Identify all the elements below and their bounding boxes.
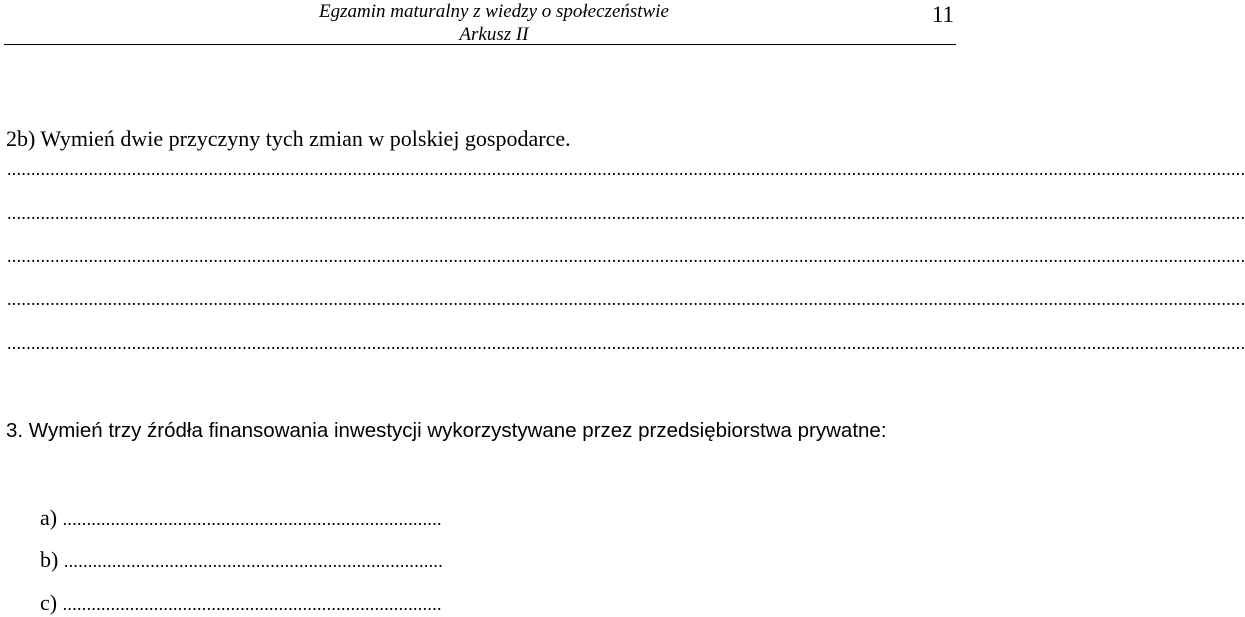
page-header (4, 0, 956, 45)
exam-title: Egzamin maturalny z wiedzy o społeczeństwie (319, 1, 669, 22)
answer-line-5[interactable]: .................................................................................................................................................................................................................................................................. (7, 333, 1245, 353)
answer-line-4[interactable]: .................................................................................................................................................................................................................................................................. (7, 289, 1245, 309)
answer-fill-a: ............................................................................... (62, 509, 442, 529)
question-2b: 2b) Wymień dwie przyczyny tych zmian w polskiej gospodarce. (6, 126, 571, 151)
answer-label-b: b) (40, 547, 64, 572)
answer-label-c: c) (40, 590, 63, 615)
answer-line-1[interactable]: .................................................................................................................................................................................................................................................................. (7, 159, 1245, 179)
answer-item-c[interactable] (40, 590, 442, 617)
answer-item-a[interactable] (40, 505, 442, 532)
page-number: 11 (931, 2, 954, 27)
answer-item-b[interactable] (40, 547, 444, 574)
answer-fill-b: ............................................................................... (63, 551, 444, 571)
exam-sheet-label: Arkusz II (459, 24, 529, 45)
question-3: 3. Wymień trzy źródła finansowania inwestycji wykorzystywane przez przedsiębiorstwa prywatne: (6, 419, 887, 442)
answer-label-a: a) (40, 505, 63, 530)
answer-line-3[interactable]: .................................................................................................................................................................................................................................................................. (7, 246, 1245, 266)
answer-fill-c: ............................................................................... (62, 594, 442, 614)
answer-line-2[interactable]: .................................................................................................................................................................................................................................................................. (7, 203, 1245, 223)
